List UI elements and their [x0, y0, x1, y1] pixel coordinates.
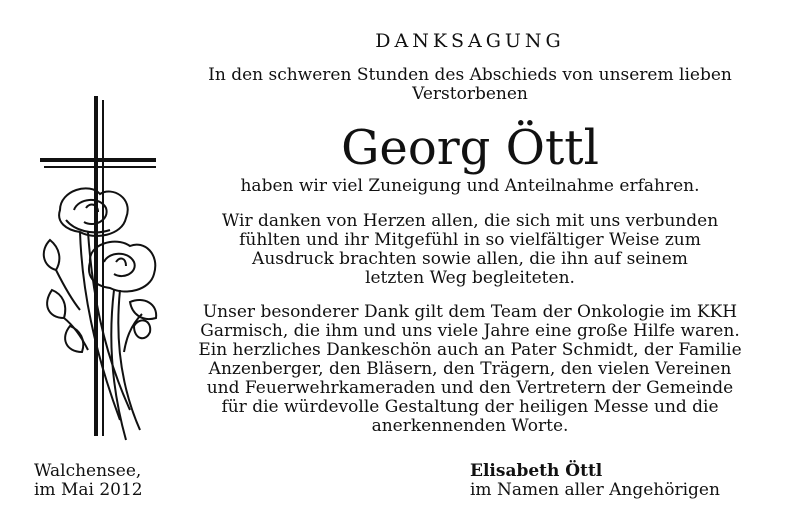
place-line: Walchensee,: [34, 461, 142, 481]
signer-name: Elisabeth Öttl: [470, 461, 603, 481]
signature-block: [470, 462, 720, 500]
thanks-paragraph-3: [160, 303, 780, 436]
paragraph-line: Anzenberger, den Bläsern, den Trägern, den vielen Vereinen: [208, 359, 732, 379]
paragraph-line: Wir danken von Herzen allen, die sich mit uns verbunden: [221, 211, 719, 231]
deceased-name: Georg Öttl: [341, 120, 599, 176]
paragraph-line: für die würdevolle Gestaltung der heiligen Messe und die: [221, 397, 719, 417]
thanks-paragraph-1: haben wir viel Zuneigung und Anteilnahme erfahren.: [240, 176, 700, 196]
place-and-date: [34, 462, 143, 500]
thanks-paragraph-2: [160, 212, 780, 288]
paragraph-line: und Feuerwehrkameraden und den Vertretern der Gemeinde: [206, 378, 734, 398]
signer-subtitle: im Namen aller Angehörigen: [470, 480, 720, 500]
paragraph-line: fühlten und ihr Mitgefühl in so vielfältiger Weise zum: [239, 230, 701, 250]
paragraph-line: letzten Weg begleiteten.: [365, 268, 575, 288]
paragraph-line: Ausdruck brachten sowie allen, die ihn auf seinem: [252, 249, 688, 269]
notice-title: DANKSAGUNG: [375, 30, 565, 52]
paragraph-line: Unser besonderer Dank gilt dem Team der Onkologie im KKH: [202, 302, 738, 322]
cross-with-roses-icon: [30, 90, 170, 460]
paragraph-line: anerkennenden Worte.: [371, 416, 569, 436]
intro-line: In den schweren Stunden des Abschieds von unserem lieben: [208, 65, 732, 85]
paragraph-line: Garmisch, die ihm und uns viele Jahre eine große Hilfe waren.: [200, 321, 740, 341]
intro-text: [160, 66, 780, 104]
date-line: im Mai 2012: [34, 480, 143, 500]
intro-line: Verstorbenen: [412, 84, 528, 104]
paragraph-line: Ein herzliches Dankeschön auch an Pater Schmidt, der Familie: [198, 340, 742, 360]
